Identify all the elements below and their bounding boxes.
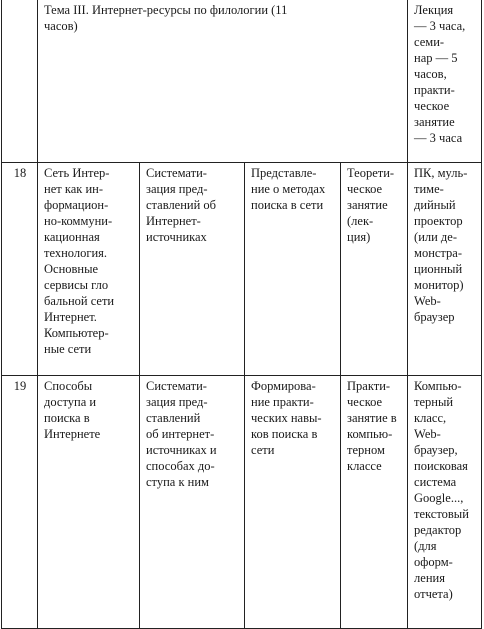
topic-cell [38,163,140,376]
cell-text-line: Web- [414,427,441,441]
cell-text-line: монитор) [414,278,464,292]
cell-text-line: Системати- [146,166,207,180]
cell-text-line: терном [347,443,385,457]
cell-text-line: класс, [414,411,447,425]
cell-text-line: — 3 часа, [414,19,466,33]
cell-text-line: технология. [44,246,108,260]
cell-text-line: Интернете [44,427,101,441]
cell-text-line: Google..., [414,491,464,505]
cell-text-line: ческое [414,99,450,113]
cell-text-line: занятие в [347,411,397,425]
cell-text-line: нар — 5 [414,51,458,65]
cell-text-line: ступа к ним [146,475,209,489]
section-hours [408,0,482,163]
section-title [38,0,408,163]
result-cell [245,376,341,629]
cell-text-line: сети [251,443,275,457]
cell-text-line: часов, [414,67,447,81]
cell-text-line: кационная [44,230,100,244]
cell-text-line: зация пред- [146,182,208,196]
cell-text-line: Способы [44,379,93,393]
cell-text-line: формацион- [44,198,109,212]
cell-text-line: — 3 часа [414,131,463,145]
cell-text-line: Сеть Интер- [44,166,110,180]
cell-text-line: компью- [347,427,393,441]
content-cell [140,163,245,376]
cell-text-line: ческих навы- [251,411,322,425]
cell-text-line: поиска в [44,411,90,425]
equipment-cell [408,376,482,629]
cell-text-line: ние практи- [251,395,314,409]
result-cell [245,163,341,376]
cell-text-line: ческое [347,182,383,196]
cell-text-line: занятие [414,115,455,129]
cell-text-line: практи- [414,83,455,97]
cell-text-line: ПК, муль- [414,166,468,180]
cell-text-line: (или де- [414,230,458,244]
cell-text-line: способах до- [146,459,215,473]
cell-text-line: Формирова- [251,379,316,393]
cell-text-line: редактор [414,523,462,537]
cell-text-line: текстовый [414,507,469,521]
cell-text-line: Теорети- [347,166,395,180]
cell-text-line: сервисы гло [44,278,109,292]
lesson-form-cell [341,376,408,629]
cell-text-line: источниках [146,230,207,244]
cell-text-line: терный [414,395,454,409]
cell-text-line: оформ- [414,555,453,569]
cell-text-line: браузер, [414,443,458,457]
cell-text-line: ция) [347,230,371,244]
cell-text-line: поисковая [414,459,468,473]
lesson-plan-table [1,0,482,629]
cell-text-line: об интернет- [146,427,215,441]
cell-text-line: Компью- [414,379,462,393]
cell-text-line: доступа и [44,395,97,409]
cell-text-line: ные сети [44,342,92,356]
cell-text-line: ления [414,571,445,585]
cell-text-line: Компьютер- [44,326,109,340]
cell-text-line: нет как ин- [44,182,103,196]
cell-text-line: Практи- [347,379,391,393]
cell-text-line: часов) [44,19,78,33]
cell-text-line: бальной сети [44,294,115,308]
row-number: 18 [2,163,38,376]
content-cell [140,376,245,629]
cell-text-line: ставлений об [146,198,217,212]
cell-text-line: дийный [414,198,456,212]
section-number-cell [2,0,38,163]
cell-text-line: но-коммуни- [44,214,113,228]
cell-text-line: Тема III. Интернет-ресурсы по филологии (11 [44,3,288,17]
cell-text-line: Web- [414,294,441,308]
table-row [2,163,482,376]
cell-text-line: система [414,475,457,489]
cell-text-line: Основные [44,262,99,276]
lesson-form-cell [341,163,408,376]
row-number: 19 [2,376,38,629]
cell-text-line: отчета) [414,587,453,601]
cell-text-line: Представле- [251,166,317,180]
cell-text-line: занятие [347,198,388,212]
cell-text-line: (для [414,539,437,553]
cell-text-line: ческое [347,395,383,409]
cell-text-line: монстра- [414,246,463,260]
cell-text-line: тиме- [414,182,444,196]
cell-text-line: ционный [414,262,463,276]
cell-text-line: ставлений [146,411,201,425]
cell-text-line: (лек- [347,214,374,228]
cell-text-line: Системати- [146,379,207,393]
cell-text-line: проектор [414,214,463,228]
cell-text-line: Интернет. [44,310,97,324]
topic-cell [38,376,140,629]
table-row [2,376,482,629]
cell-text-line: поиска в сети [251,198,324,212]
equipment-cell [408,163,482,376]
section-row [2,0,482,163]
cell-text-line: семи- [414,35,445,49]
cell-text-line: классе [347,459,382,473]
cell-text-line: ков поиска в [251,427,318,441]
cell-text-line: Лекция [414,3,454,17]
cell-text-line: ние о методах [251,182,326,196]
cell-text-line: Интернет- [146,214,201,228]
cell-text-line: зация пред- [146,395,208,409]
cell-text-line: браузер [414,310,455,324]
cell-text-line: источниках и [146,443,217,457]
